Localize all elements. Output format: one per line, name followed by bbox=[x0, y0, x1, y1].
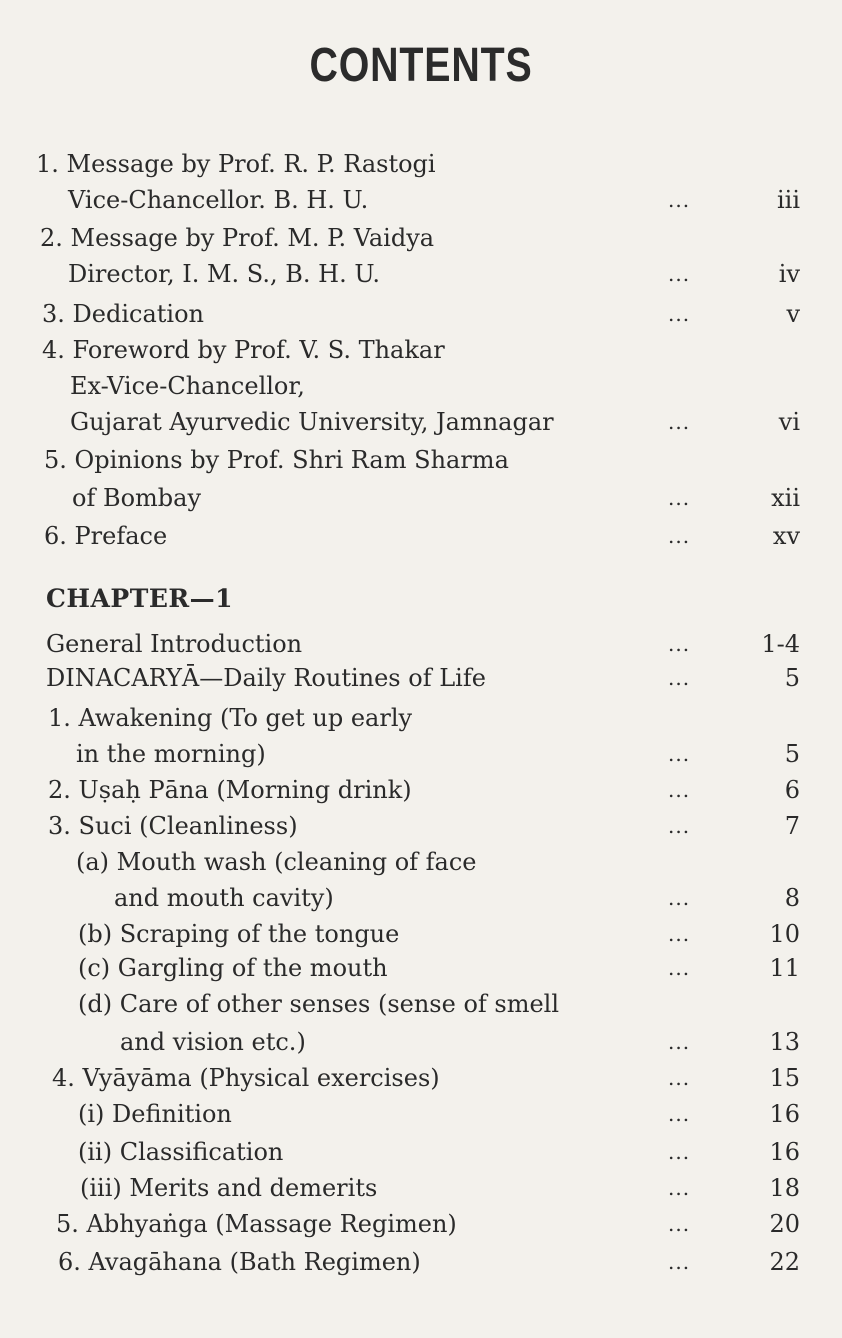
leader-dots: ... bbox=[668, 1250, 691, 1274]
toc-entry-text: in the morning) bbox=[76, 740, 266, 768]
toc-entry-text: 2. Message by Prof. M. P. Vaidya bbox=[40, 224, 435, 252]
leader-dots: ... bbox=[668, 956, 691, 980]
page-number: 10 bbox=[769, 920, 800, 948]
toc-entry-line bbox=[0, 220, 842, 256]
leader-dots: ... bbox=[668, 1066, 691, 1090]
toc-entry-text: DINACARYĀ—Daily Routines of Life bbox=[46, 664, 486, 692]
page-number: xii bbox=[771, 484, 800, 512]
toc-entry-line bbox=[0, 772, 842, 808]
leader-dots: ... bbox=[668, 742, 691, 766]
toc-entry-line bbox=[0, 256, 842, 292]
toc-entry-text: and mouth cavity) bbox=[114, 884, 334, 912]
toc-entry-line bbox=[0, 1060, 842, 1096]
toc-entry-line bbox=[0, 146, 842, 182]
page-number: 11 bbox=[769, 954, 800, 982]
leader-dots: ... bbox=[668, 1176, 691, 1200]
toc-entry-text: 5. Abhyaṅga (Massage Regimen) bbox=[56, 1210, 457, 1238]
toc-entry-text: 4. Vyāyāma (Physical exercises) bbox=[52, 1064, 440, 1092]
leader-dots: ... bbox=[668, 922, 691, 946]
toc-entry-line bbox=[0, 518, 842, 554]
toc-entry-line bbox=[0, 950, 842, 986]
toc-entry-text: (iii) Merits and demerits bbox=[80, 1174, 378, 1202]
page-number: 15 bbox=[769, 1064, 800, 1092]
toc-entry-text: Ex-Vice-Chancellor, bbox=[70, 372, 305, 400]
leader-dots: ... bbox=[668, 814, 691, 838]
chapter-heading: CHAPTER—1 bbox=[46, 584, 234, 613]
toc-entry-text: 6. Preface bbox=[44, 522, 168, 550]
page-number: v bbox=[786, 300, 800, 328]
toc-entry-line bbox=[0, 296, 842, 332]
leader-dots: ... bbox=[668, 302, 691, 326]
toc-entry-text: 3. Suci (Cleanliness) bbox=[48, 812, 298, 840]
page-number: 7 bbox=[784, 812, 800, 840]
page-number: 13 bbox=[769, 1028, 800, 1056]
leader-dots: ... bbox=[668, 524, 691, 548]
toc-entry-text: (c) Gargling of the mouth bbox=[78, 954, 388, 982]
toc-entry-text: and vision etc.) bbox=[120, 1028, 306, 1056]
page-number: 8 bbox=[784, 884, 800, 912]
page-number: iv bbox=[778, 260, 800, 288]
page-number: 20 bbox=[769, 1210, 800, 1238]
toc-entry-line bbox=[0, 1244, 842, 1280]
toc-entry-line bbox=[0, 660, 842, 696]
toc-entry-text: (a) Mouth wash (cleaning of face bbox=[76, 848, 477, 876]
leader-dots: ... bbox=[668, 1212, 691, 1236]
toc-entry-line bbox=[0, 442, 842, 478]
toc-entry-line bbox=[0, 1024, 842, 1060]
leader-dots: ... bbox=[668, 632, 691, 656]
leader-dots: ... bbox=[668, 1140, 691, 1164]
toc-entry-text: 5. Opinions by Prof. Shri Ram Sharma bbox=[44, 446, 509, 474]
leader-dots: ... bbox=[668, 778, 691, 802]
toc-entry-text: 6. Avagāhana (Bath Regimen) bbox=[58, 1248, 421, 1276]
leader-dots: ... bbox=[668, 410, 691, 434]
page-number: iii bbox=[776, 186, 800, 214]
toc-entry-line bbox=[0, 808, 842, 844]
toc-entry-text: (ii) Classification bbox=[78, 1138, 284, 1166]
toc-entry-line bbox=[0, 880, 842, 916]
leader-dots: ... bbox=[668, 1102, 691, 1126]
page-number: 5 bbox=[784, 740, 800, 768]
leader-dots: ... bbox=[668, 188, 691, 212]
toc-entry-line bbox=[0, 986, 842, 1022]
toc-entry-text: 1. Awakening (To get up early bbox=[48, 704, 413, 732]
page-number: 1-4 bbox=[761, 630, 800, 658]
toc-entry-line bbox=[0, 1206, 842, 1242]
toc-entry-line bbox=[0, 736, 842, 772]
page-number: xv bbox=[772, 522, 800, 550]
page-number: 22 bbox=[769, 1248, 800, 1276]
toc-entry-line bbox=[0, 480, 842, 516]
toc-entry-line bbox=[0, 332, 842, 368]
page-number: 16 bbox=[769, 1138, 800, 1166]
toc-entry-line bbox=[0, 700, 842, 736]
page-title: CONTENTS bbox=[309, 39, 533, 92]
toc-entry-line bbox=[0, 916, 842, 952]
page-number: 5 bbox=[784, 664, 800, 692]
toc-entry-text: 1. Message by Prof. R. P. Rastogi bbox=[36, 150, 436, 178]
toc-entry-line bbox=[0, 1096, 842, 1132]
toc-entry-line bbox=[0, 844, 842, 880]
toc-entry-line bbox=[0, 368, 842, 404]
leader-dots: ... bbox=[668, 486, 691, 510]
toc-entry-text: Vice-Chancellor. B. H. U. bbox=[68, 186, 369, 214]
toc-entry-text: Gujarat Ayurvedic University, Jamnagar bbox=[70, 408, 554, 436]
page-number: 18 bbox=[769, 1174, 800, 1202]
page-number: vi bbox=[778, 408, 800, 436]
toc-entry-text: 4. Foreword by Prof. V. S. Thakar bbox=[42, 336, 445, 364]
toc-entry-line bbox=[0, 1134, 842, 1170]
leader-dots: ... bbox=[668, 666, 691, 690]
toc-entry-text: 3. Dedication bbox=[42, 300, 204, 328]
toc-entry-text: General Introduction bbox=[46, 630, 303, 658]
page-number: 6 bbox=[784, 776, 800, 804]
toc-entry-text: Director, I. M. S., B. H. U. bbox=[68, 260, 380, 288]
toc-entry-text: (b) Scraping of the tongue bbox=[78, 920, 400, 948]
toc-entry-text: of Bombay bbox=[72, 484, 202, 512]
toc-entry-text: (d) Care of other senses (sense of smell bbox=[78, 990, 560, 1018]
leader-dots: ... bbox=[668, 262, 691, 286]
toc-entry-text: 2. Uṣaḥ Pāna (Morning drink) bbox=[48, 776, 412, 804]
toc-entry-line bbox=[0, 404, 842, 440]
leader-dots: ... bbox=[668, 1030, 691, 1054]
toc-entry-line bbox=[0, 626, 842, 662]
toc-entry-text: (i) Definition bbox=[78, 1100, 232, 1128]
toc-entry-line bbox=[0, 1170, 842, 1206]
leader-dots: ... bbox=[668, 886, 691, 910]
page-number: 16 bbox=[769, 1100, 800, 1128]
toc-entry-line bbox=[0, 182, 842, 218]
